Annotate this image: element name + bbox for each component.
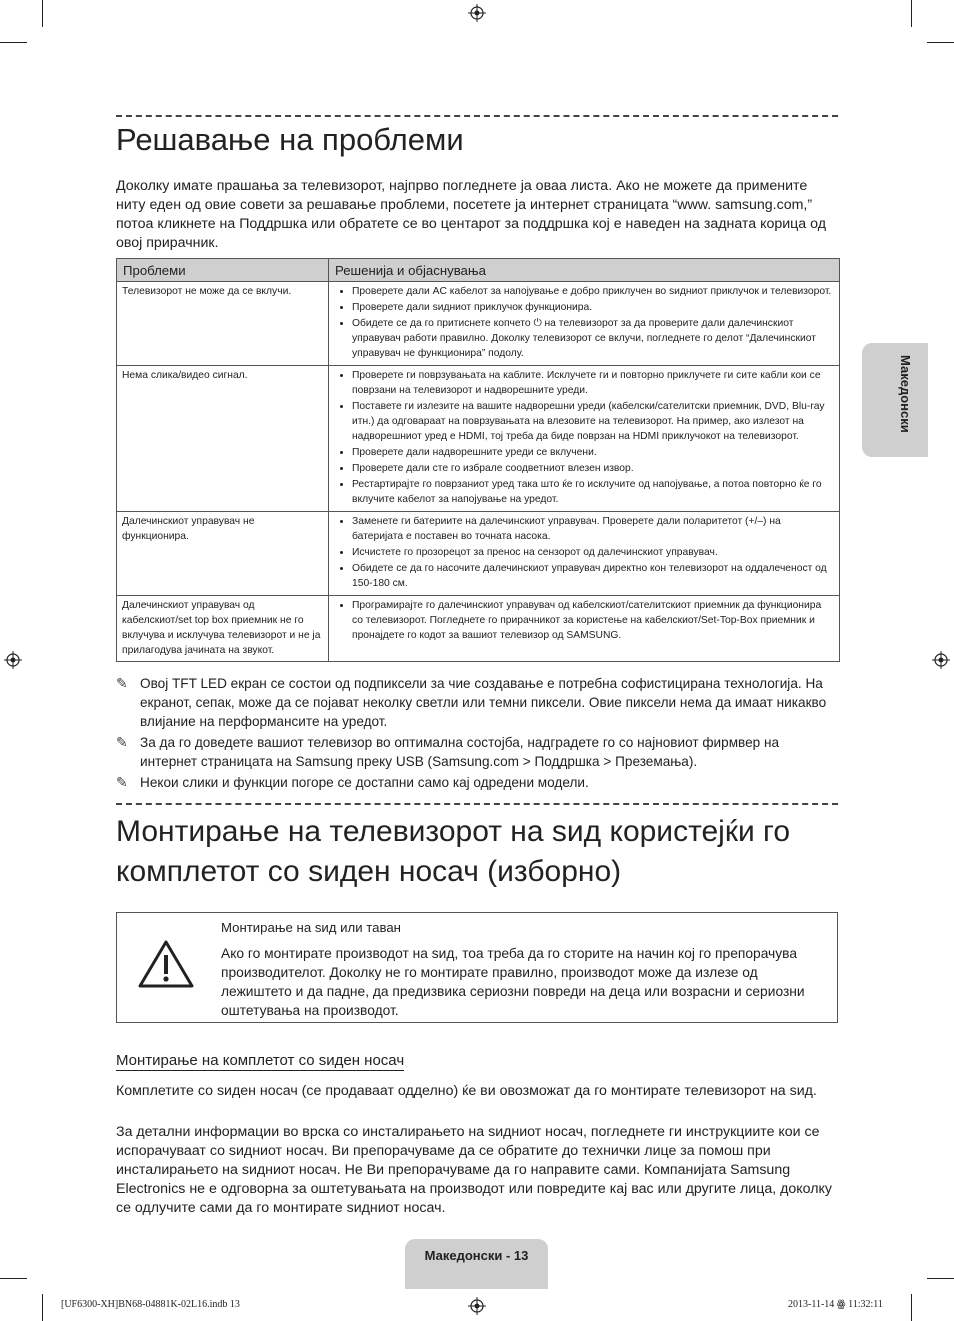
- crop-mark: [927, 1278, 954, 1279]
- note-text: Овој TFT LED екран се состои од подпиксели за чие создавање е потребна софистицирана технологија. На екранот, сепак, може да се појават неколку светли или темни пиксели. Овие пиксели нема да имаат никакво влијание на перформансите на уредот.: [140, 676, 827, 729]
- body-paragraph: За детални информации во врска со инсталирањето на ѕидниот носач, погледнете ги инструкциите кои се испорачуваат со ѕидниот носач. Ви препорачуваме да се обратите до технички лице за помош при инсталирањето на ѕидниот носач. Не Ви препорачуваме да го направите сами. Компанијата Samsung Electronics не е одговорна за оштетувањата на производот или повредите кај вас или другите лица, доколку се одлучите сами да го монтирате ѕидниот носач.: [116, 1124, 832, 1216]
- table-header-solutions: Решенија и објаснувања: [329, 259, 840, 282]
- title-line: Монтирање на телевизорот на ѕид користејќи го: [116, 815, 791, 848]
- crop-mark: [927, 42, 954, 43]
- solution-cell: [329, 282, 840, 366]
- registration-mark-icon: [468, 1297, 486, 1315]
- pencil-note-icon: ✎: [116, 774, 128, 790]
- warning-triangle-icon: [137, 938, 195, 990]
- title-line: комплетот со ѕиден носач (изборно): [116, 855, 622, 888]
- crop-mark: [0, 1278, 27, 1279]
- table-row: [117, 512, 840, 596]
- note-item: [116, 674, 838, 731]
- problem-cell: Далечинскиот управувач од кабелскиот/set top box приемник не го вклучува и исклучува телевизорот и не ја прилагодува јачината на звукот.: [117, 596, 329, 662]
- problem-cell: Нема слика/видео сигнал.: [117, 366, 329, 512]
- section-divider: [116, 803, 838, 805]
- file-info: [UF6300-XH]BN68-04881K-02L16.indb 13: [61, 1299, 240, 1310]
- table-header-problems: Проблеми: [117, 259, 329, 282]
- subheading-wall-mount-kit: Монтирање на комплетот со ѕиден носач: [116, 1052, 405, 1069]
- solution-item: • Проверете дали надворешните уреди се вклучени.: [352, 445, 834, 460]
- solution-item: • Рестартирајте го поврзаниот уред така што ќе го исклучите од напојување, а потоа повторно ќе го вклучите кабелот за напојување на уредот.: [352, 477, 834, 507]
- crop-mark: [911, 1294, 912, 1321]
- warning-title: Монтирање на ѕид или таван: [221, 920, 401, 935]
- solution-item: • Проверете ги поврзувањата на каблите. Исклучете ги и повторно приклучете ги сите кабли кои се поврзани на телевизорот и надворешните уреди.: [352, 368, 834, 398]
- registration-mark-icon: [4, 651, 22, 669]
- table-row: [117, 596, 840, 662]
- section-title-wall-mount: [116, 812, 790, 892]
- table-row: [117, 282, 840, 366]
- warning-box: [116, 912, 838, 1023]
- note-text: Некои слики и функции погоре се достапни само кај одредени модели.: [140, 775, 589, 790]
- solution-item: • Проверете дали ѕидниот приклучок функционира.: [352, 300, 834, 315]
- crop-mark: [42, 0, 43, 27]
- solution-item: • Програмирајте го далечинскиот управувач од кабелскиот/сателитскиот приемник да функционира со телевизорот. Погледнете го прирачникот за користење на кабелскиот/Set-Top-Box приемник и пронајдете го кодот за вашиот телевизор од SAMSUNG.: [352, 598, 834, 643]
- problem-cell: Телевизорот не може да се вклучи.: [117, 282, 329, 366]
- note-item: [116, 773, 838, 792]
- section-title-troubleshooting: Решавање на проблеми: [116, 122, 464, 157]
- page-number: Македонски - 13: [424, 1248, 529, 1263]
- pencil-note-icon: ✎: [116, 675, 128, 691]
- table-row: [117, 366, 840, 512]
- section-divider: [116, 115, 838, 117]
- note-text: За да го доведете вашиот телевизор во оптимална состојба, надградете го со најновиот фирмвер на интернет страницата на Samsung преку USB (Samsung.com > Поддршка > Преземања).: [140, 735, 780, 769]
- intro-paragraph: Доколку имате прашања за телевизорот, најпрво погледнете ја оваа листа. Ако не можете да примените ниту еден од овие совети за решавање проблеми, посетете ја интернет страницата “www. samsung.com,” потоа кликнете на Поддршка или обратете се во центарот за поддршка кој е наведен на задната корица од овој прирачник.: [116, 178, 826, 251]
- solution-cell: [329, 366, 840, 512]
- note-item: [116, 733, 838, 771]
- solution-item: • Обидете се да го притиснете копчето ⏻ на телевизорот за да проверите дали далечинскиот управувач работи правилно. Доколку телевизорот се вклучи, погледнете го делот “Далечинскиот управувач не функционира” подолу.: [352, 316, 834, 361]
- troubleshooting-table: [116, 258, 840, 662]
- solution-cell: [329, 512, 840, 596]
- solution-item: • Заменете ги батериите на далечинскиот управувач. Проверете дали поларитетот (+/–) на батеријата е поставен во точната насока.: [352, 514, 834, 544]
- pencil-note-icon: ✎: [116, 734, 128, 750]
- page-number-tab: [405, 1239, 548, 1289]
- registration-mark-icon: [932, 651, 950, 669]
- solution-cell: [329, 596, 840, 662]
- crop-mark: [0, 42, 27, 43]
- crop-mark: [42, 1294, 43, 1321]
- solution-item: • Исчистете го прозорецот за пренос на сензорот од далечинскиот управувач.: [352, 545, 834, 560]
- solution-item: • Поставете ги излезите на вашите надворешни уреди (кабелски/сателитски приемник, DVD, Blu-ray итн.) да одговараат на поврзувањата на влезовите на телевизорот. На пример, ако излезот на надворешниот уред е HDMI, тој треба да биде поврзан на HDMI приклучокот на телевизорот.: [352, 399, 834, 444]
- registration-mark-icon: [468, 4, 486, 22]
- print-timestamp: 2013-11-14 ꙮ 11:32:11: [788, 1299, 883, 1310]
- body-paragraph: Комплетите со ѕиден носач (се продаваат одделно) ќе ви овозможат да го монтирате телевизорот на ѕид.: [116, 1083, 817, 1099]
- language-side-tab: [862, 343, 928, 457]
- notes-list: [116, 674, 838, 794]
- warning-body: Ако го монтирате производот на ѕид, тоа треба да го сторите на начин кој го препорачува производителот. Доколку не го монтирате правилно, производот може да излезе од лежиштето и да падне, да предизвика сериозни повреди на деца или возрасни и сериозни оштетувања на производот.: [221, 946, 805, 1018]
- problem-cell: Далечинскиот управувач не функционира.: [117, 512, 329, 596]
- language-label: Македонски: [898, 355, 913, 433]
- solution-item: • Обидете се да го насочите далечинскиот управувач директно кон телевизорот на оддалеченост од 150-180 см.: [352, 561, 834, 591]
- solution-item: • Проверете дали сте го избрале соодветниот влезен извор.: [352, 461, 834, 476]
- crop-mark: [911, 0, 912, 27]
- solution-item: • Проверете дали AC кабелот за напојување е добро приклучен во ѕидниот приклучок и телевизорот.: [352, 284, 834, 299]
